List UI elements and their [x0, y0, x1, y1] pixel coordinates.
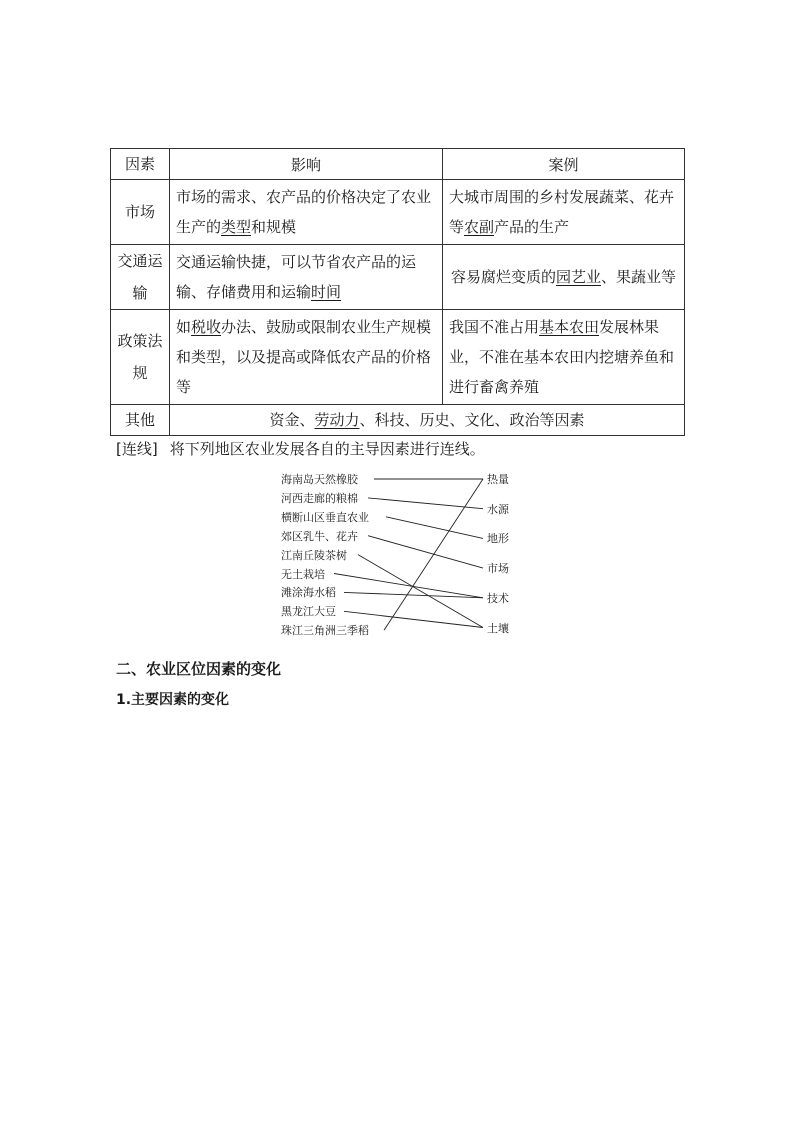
exercise-prompt — [116, 438, 485, 459]
right-item: 热量 — [487, 473, 509, 486]
connector-line — [368, 498, 483, 509]
text-fragment: 市场的需求、农产品的价格决定了农业生产的 — [176, 188, 432, 236]
underlined-term: 农副 — [464, 218, 495, 236]
text-fragment: 资金、 — [269, 411, 315, 429]
underlined-term: 劳动力 — [314, 411, 360, 429]
underlined-term: 园艺业 — [555, 268, 601, 286]
connector-line — [344, 592, 483, 597]
table-row — [111, 405, 685, 436]
factor-cell: 市场 — [111, 180, 170, 245]
right-item: 土壤 — [487, 621, 509, 635]
exercise-instruction: 将下列地区农业发展各自的主导因素进行连线。 — [169, 440, 485, 458]
text-fragment: 我国不准占用 — [449, 318, 540, 336]
text-fragment: 、果蔬业等 — [601, 268, 677, 286]
connector-line — [368, 536, 483, 568]
text-fragment: 、科技、历史、文化、政治等因素 — [359, 411, 585, 429]
header-effect: 影响 — [170, 149, 443, 180]
right-item: 技术 — [487, 591, 509, 605]
table-row — [111, 245, 685, 310]
factor-cell: 政策法规 — [111, 310, 170, 405]
text-fragment: 大城市周围的乡村发展蔬菜、花卉等 — [449, 188, 675, 236]
effect-cell — [170, 180, 443, 245]
left-item: 河西走廊的粮棉 — [281, 491, 358, 505]
text-fragment: 和规模 — [251, 218, 297, 236]
connector-line — [358, 555, 483, 628]
left-item: 滩涂海水稻 — [281, 586, 336, 600]
exercise-tag: [连线] — [116, 440, 158, 458]
underlined-term: 时间 — [311, 283, 342, 301]
case-cell — [443, 245, 685, 310]
underlined-term: 基本农田 — [539, 318, 600, 336]
table-row — [111, 310, 685, 405]
section-subheading: 1.主要因素的变化 — [116, 692, 230, 708]
right-item: 地形 — [487, 532, 509, 546]
effect-cell — [170, 245, 443, 310]
case-cell — [443, 310, 685, 405]
left-item: 无土栽培 — [281, 567, 325, 581]
left-item: 珠江三角洲三季稻 — [281, 624, 369, 638]
connector-line — [384, 479, 483, 630]
left-item: 江南丘陵茶树 — [281, 548, 347, 562]
header-case: 案例 — [443, 149, 685, 180]
text-fragment: 产品的生产 — [494, 218, 570, 236]
header-factor: 因素 — [111, 149, 170, 180]
table-header-row — [111, 149, 685, 180]
right-item: 市场 — [487, 562, 509, 576]
left-item: 海南岛天然橡胶 — [281, 473, 358, 486]
factor-table — [110, 148, 685, 436]
left-item: 黑龙江大豆 — [281, 605, 336, 619]
factor-cell: 交通运输 — [111, 245, 170, 310]
text-fragment: 如 — [176, 318, 192, 336]
connector-line — [334, 574, 483, 598]
left-item: 横断山区垂直农业 — [281, 510, 369, 524]
section-heading: 二、农业区位因素的变化 — [116, 660, 282, 678]
right-item: 水源 — [487, 502, 509, 516]
matching-diagram — [278, 470, 528, 642]
text-fragment: 交通运输快捷，可以节省农产品的运输、存储费用和运输 — [176, 253, 417, 301]
text-fragment: 发展林果业，不准在基本农田内挖塘养鱼和进行畜禽养殖 — [449, 318, 675, 396]
effect-cell — [170, 405, 685, 436]
factor-cell: 其他 — [111, 405, 170, 436]
underlined-term: 税收 — [191, 318, 222, 336]
left-item: 郊区乳牛、花卉 — [281, 529, 358, 543]
text-fragment: 容易腐烂变质的 — [450, 268, 556, 286]
table-row — [111, 180, 685, 245]
case-cell — [443, 180, 685, 245]
connector-line — [386, 517, 483, 539]
effect-cell — [170, 310, 443, 405]
underlined-term: 类型 — [221, 218, 252, 236]
text-fragment: 办法、鼓励或限制农业生产规模和类型，以及提高或降低农产品的价格等 — [176, 318, 432, 396]
